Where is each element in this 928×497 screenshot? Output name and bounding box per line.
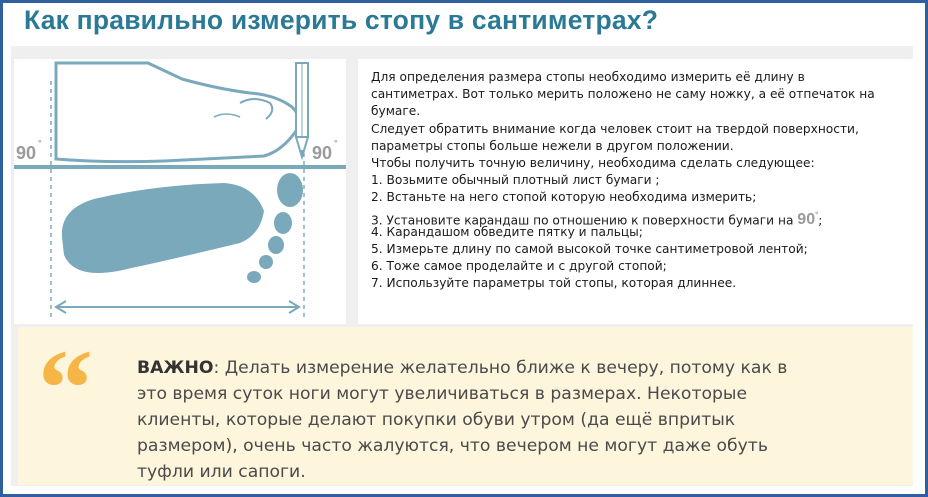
foot-side-view [56, 63, 299, 162]
length-arrow [56, 301, 299, 313]
footprint-shape [62, 173, 303, 283]
instruction-line: бумаге. [371, 104, 421, 119]
foot-measurement-illustration [14, 59, 346, 324]
note-line: это время суток ноги могут увеличиваться в размерах. Некоторые [137, 384, 748, 404]
instructions-box [358, 59, 915, 324]
note-text [137, 355, 787, 485]
instruction-line: Чтобы получить точную величину, необходима сделать следующее: [371, 155, 815, 170]
instruction-line: сантиметрах. Вот только мерить положено не саму ножку, а её отпечаток на [371, 87, 875, 102]
paper-surface-line [14, 165, 346, 169]
quote-icon: “ [38, 327, 93, 449]
degree-mark-left: ° [38, 138, 42, 148]
page-title: Как правильно измерить стопу в сантиметрах? [24, 5, 659, 35]
step-7: 7. Используйте параметры той стопы, которая длиннее. [371, 276, 737, 291]
note-line: туфли или сапоги. [137, 462, 306, 482]
step-5: 5. Измерьте длину по самой высокой точке сантиметровой лентой; [371, 241, 808, 256]
important-label: ВАЖНО [137, 358, 214, 378]
instructions-text [371, 69, 875, 292]
instruction-line: параметры стопы больше нежели в другом положении. [371, 138, 734, 153]
note-line: размером), очень часто жалуются, что вечером не могут даже обуть [137, 436, 768, 456]
foot-diagram [14, 59, 346, 324]
note-line: ВАЖНО: Делать измерение желательно ближе к вечеру, потому как в [137, 358, 788, 378]
instruction-line: Для определения размера стопы необходимо измерить её длину в [371, 70, 805, 84]
step-4: 4. Карандашом обведите пятку и пальцы; [371, 224, 643, 239]
step-3-angle: 90° [797, 210, 819, 228]
important-note [18, 327, 913, 485]
step-2: 2. Встаньте на него стопой которую необходима измерить; [371, 190, 757, 205]
pencil-icon [296, 63, 308, 157]
step-1: 1. Возьмите обычный плотный лист бумаги ; [371, 173, 660, 188]
step-6: 6. Тоже самое проделайте и с другой стопой; [371, 259, 667, 274]
step-3-text: 3. Установите карандаш по отношению к поверхности бумаги на [371, 212, 798, 227]
note-line: клиенты, которые делают покупки обуви утром (да ещё впритык [137, 410, 736, 430]
instruction-line: Следует обратить внимание когда человек стоит на твердой поверхности, [371, 121, 859, 136]
step-3: 3. Установите карандаш по отношению к поверхности бумаги на 90°; [371, 210, 823, 228]
angle-label-left: 90 [16, 143, 37, 163]
degree-mark-right: ° [334, 138, 338, 148]
angle-label-right: 90 [312, 143, 333, 163]
